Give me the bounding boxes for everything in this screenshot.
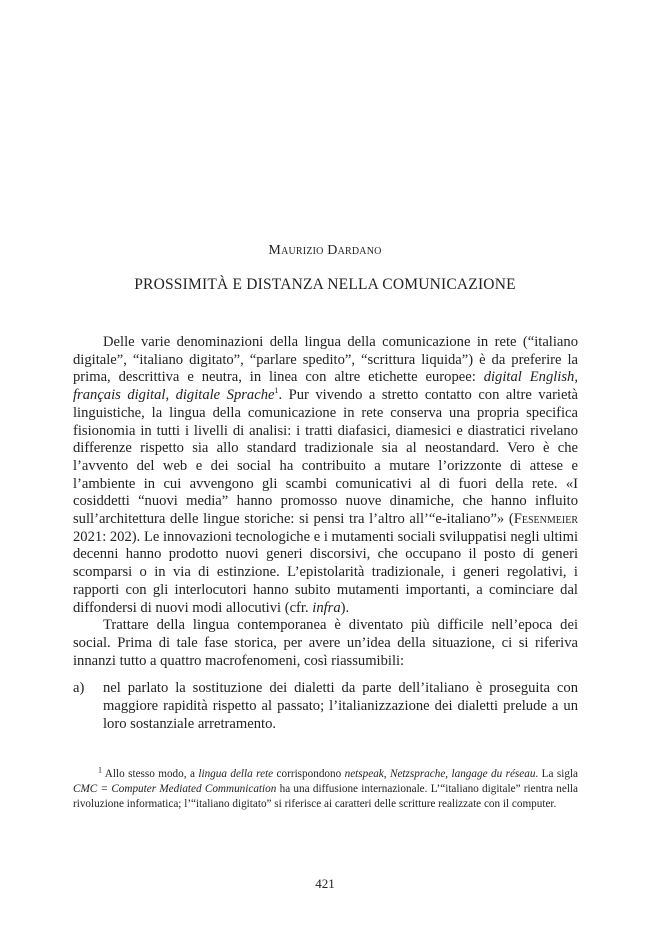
page-number: 421 [315, 876, 335, 891]
main-text [73, 334, 578, 733]
paragraph-1 [73, 334, 578, 617]
list-marker: a) [73, 680, 85, 697]
italic-term: français digital [73, 387, 166, 404]
text-span: , [574, 369, 578, 386]
text-span: Allo stesso modo, a [102, 768, 199, 780]
italic-term: lingua della rete [198, 768, 274, 780]
italic-term: digital English [483, 369, 575, 386]
citation-author: Fesenmeier [513, 511, 578, 528]
footnote-number: 1 [98, 765, 102, 775]
paragraph-2: Trattare della lingua contemporanea è diventato più difficile nell’epoca dei social. Prima di tale fase storica, per avere un’idea della situazione, ci si riferiva innanzi tutto a quattro macrofenomeni, così riassumibili: [73, 617, 578, 669]
italic-term: Netzsprache [389, 768, 446, 780]
list-item-text: nel parlato la sostituzione dei dialetti da parte dell’italiano è proseguita con maggiore rapidità rispetto al passato; l’italianizzazione dei dialetti prelude a un loro sostanziale arretramento. [103, 680, 578, 732]
italic-term: netspeak [344, 768, 384, 780]
text-span: , [383, 768, 390, 780]
italic-term: CMC = Computer Mediated Communication [73, 782, 277, 795]
author-name: Maurizio Dardano [268, 243, 382, 258]
text-span: . La sigla [535, 768, 578, 780]
text-span: ). [340, 599, 350, 616]
text-span: ha una diffusione internazionale. L’“italiano digitale” rientra nella rivoluzione informatica; l’“italiano digitato” si riferisce ai caratteri delle scritture realizzate con il computer. [73, 782, 579, 810]
italic-term: digitale Sprache [175, 387, 275, 404]
text-span: , [445, 768, 452, 780]
text-span: , [165, 387, 176, 404]
list-item-a [73, 680, 578, 733]
text-span: corrispondono [273, 768, 345, 780]
footnote-1 [73, 767, 578, 812]
text-span: Delle varie denominazioni della lingua della comunicazione in rete (“italiano digitale”, “italiano digitato”, “parlare spedito”, “scrittura liquida”) è da preferire la prima, descrittiva e neutra, in linea con altre etichette europee: [73, 334, 578, 386]
footnote-ref[interactable]: 1 [274, 386, 279, 396]
chapter-title: PROSSIMITÀ E DISTANZA NELLA COMUNICAZIONE [134, 276, 516, 293]
footnote [73, 767, 578, 812]
italic-term: infra [312, 599, 341, 616]
text-span: . Pur vivendo a stretto contatto con altre varietà linguistiche, la lingua della comunicazione in rete conserva una propria specifica fisionomia in tutti i livelli di analisi: i tratti diafasici, diamesici e diastratici rivelano differenze rispetto sia allo standard tradizionale sia al neostandard. Vero è che l’avvento del web e dei social ha contribuito a mutare l’orizzonte di attese e l’ambiente in cui avvengono gli scambi comunicativi al di fuori della rete. «I cosiddetti “nuovi media” hanno promosso nuove dinamiche, che hanno influito sull’architettura delle lingue storiche: si pensi tra l’altro all’“e-italiano”» ( [73, 387, 578, 528]
text-span: 2021: 202). Le innovazioni tecnologiche e i mutamenti sociali sviluppatisi negli ultimi decenni hanno prodotto nuovi generi discorsivi, che occupano il posto di generi scomparsi o in via di estinzione. L’epistolarità tradizionale, i generi regolativi, i rapporti con gli interlocutori hanno subito mutamenti importanti, a cominciare dal diffondersi di nuovi modi allocutivi (cfr. [73, 528, 579, 616]
italic-term: langage du réseau [451, 768, 536, 780]
